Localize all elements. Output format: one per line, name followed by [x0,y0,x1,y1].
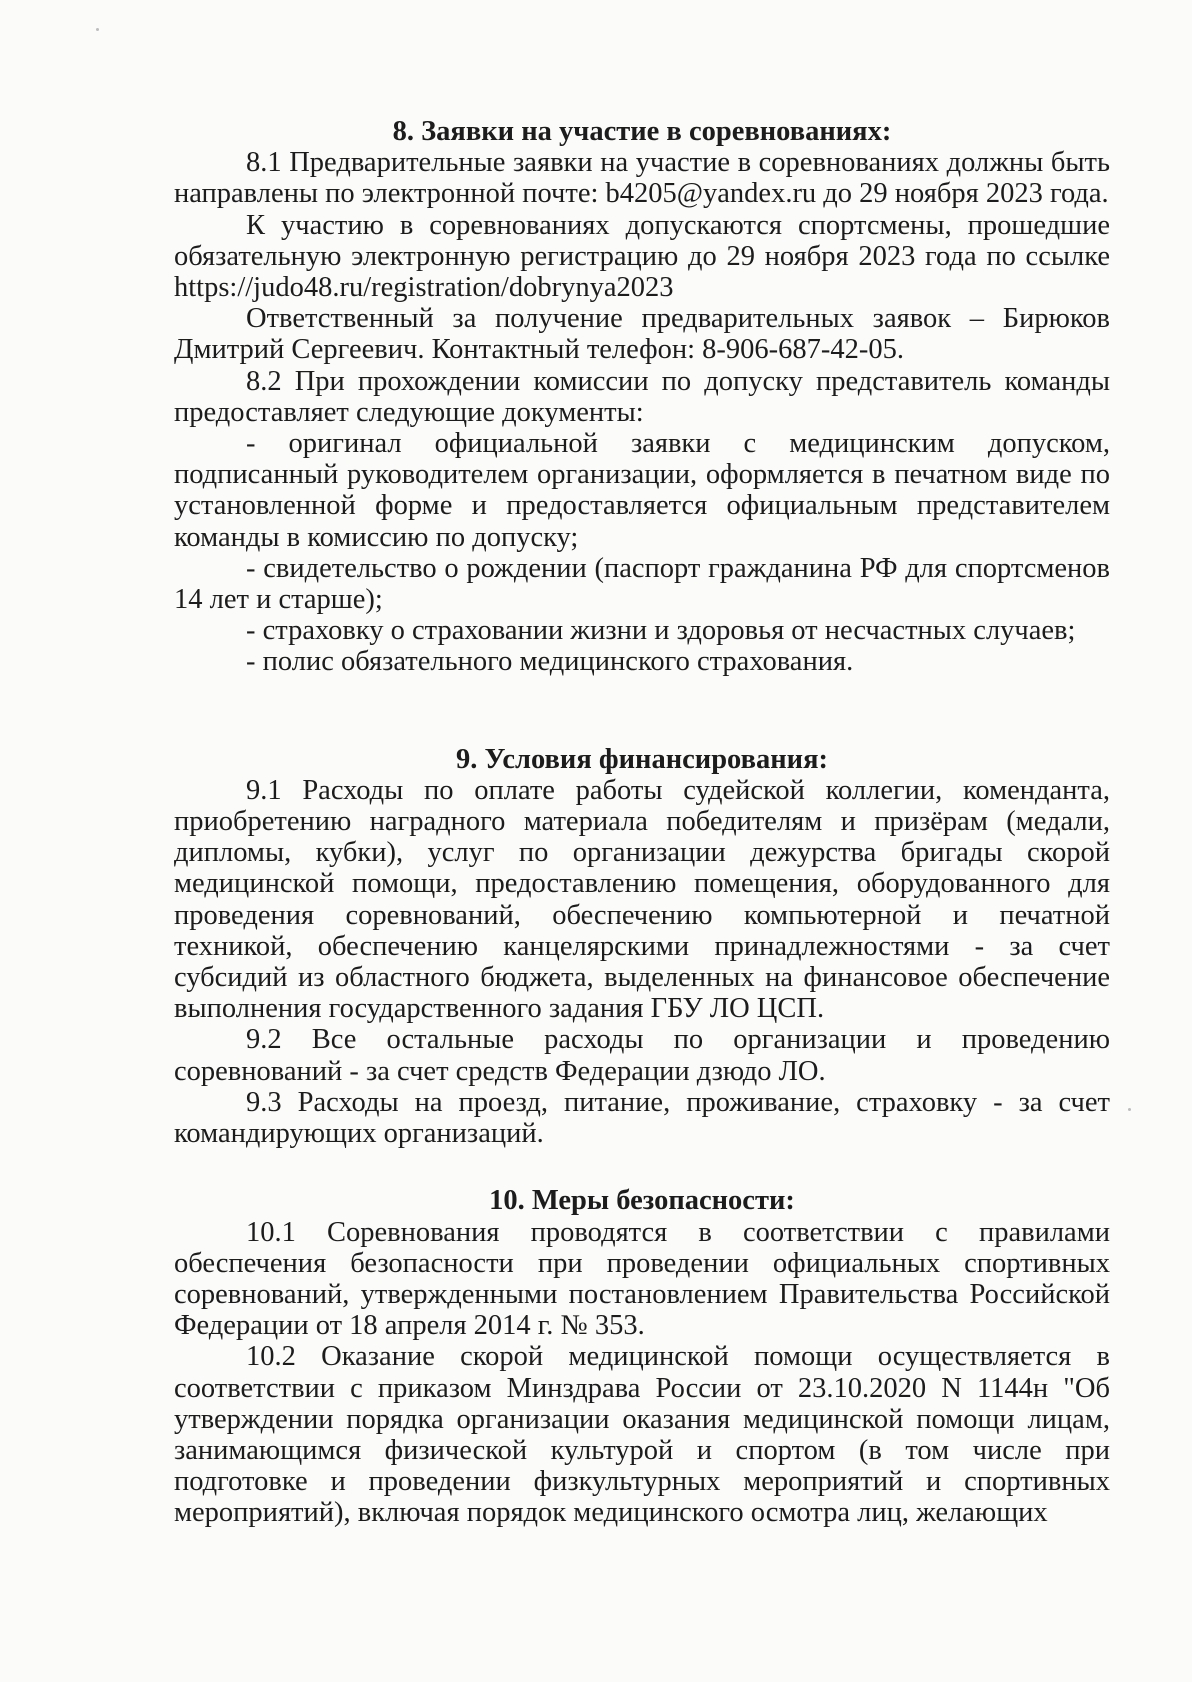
section-heading: 9. Условия финансирования: [456,743,828,775]
section-9 [174,744,1110,1150]
paragraph: К участию в соревнованиях допускаются спортсмены, прошедшие обязательную электронную регистрацию до 29 ноября 2023 года по ссылке https://judo48.ru/registration/dobrynya2023 [174,209,1110,304]
list-item: - страховку о страховании жизни и здоровья от несчастных случаев; [246,615,1076,647]
paragraph: 8.2 При прохождении комиссии по допуску представитель команды предоставляет следующие документы: [174,365,1110,428]
section-8 [174,116,1110,678]
scan-speck [1128,1108,1131,1111]
list-item: - полис обязательного медицинского страхования. [246,646,854,678]
section-heading: 8. Заявки на участие в соревнованиях: [392,116,892,147]
document-body [174,116,1110,1529]
paragraph: 10.1 Соревнования проводятся в соответствии с правилами обеспечения безопасности при проведении официальных спортивных соревнований, утвержденными постановлением Правительства Российской Федерации от 18 апреля 2014 г. № 353. [174,1216,1110,1342]
scan-speck [96,28,99,31]
section-heading: 10. Меры безопасности: [489,1185,795,1217]
paragraph: 9.1 Расходы по оплате работы судейской коллегии, коменданта, приобретению наградного материала победителям и призёрам (медали, дипломы, кубки), услуг по организации дежурства бригады скорой медицинской помощи, предоставлению помещения, оборудованного для проведения соревнований, обеспечению компьютерной и печатной техникой, обеспечению канцелярскими принадлежностями - за счет субсидий из областного бюджета, выделенных на финансовое обеспечение выполнения государственного задания ГБУ ЛО ЦСП. [174,774,1110,1025]
spacer [174,1149,1110,1185]
paragraph: 9.3 Расходы на проезд, питание, проживание, страховку - за счет командирующих организаций. [174,1086,1110,1150]
spacer [174,678,1110,744]
section-10 [174,1185,1110,1528]
paragraph: 10.2 Оказание скорой медицинской помощи осуществляется в соответствии с приказом Минздрава России от 23.10.2020 N 1144н "Об утверждении порядка организации оказания медицинской помощи лицам, занимающимся физической культурой и спортом (в том числе при подготовке и проведении физкультурных мероприятий и спортивных мероприятий), включая порядок медицинского осмотра лиц, желающих [174,1341,1110,1529]
list-item: - оригинал официальной заявки с медицинским допуском, подписанный руководителем организации, оформляется в печатном виде по установленной форме и предоставляется официальным представителем команды в комиссию по допуску; [174,428,1110,553]
list-item: - свидетельство о рождении (паспорт гражданина РФ для спортсменов 14 лет и старше); [174,552,1110,616]
paragraph: 9.2 Все остальные расходы по организации и проведению соревнований - за счет средств Федерации дзюдо ЛО. [174,1024,1110,1087]
paragraph: 8.1 Предварительные заявки на участие в соревнованиях должны быть направлены по электронной почте: b4205@yandex.ru до 29 ноября 2023 года. [174,147,1110,210]
paragraph: Ответственный за получение предварительных заявок – Бирюков Дмитрий Сергеевич. Контактный телефон: 8-906-687-42-05. [174,303,1110,366]
